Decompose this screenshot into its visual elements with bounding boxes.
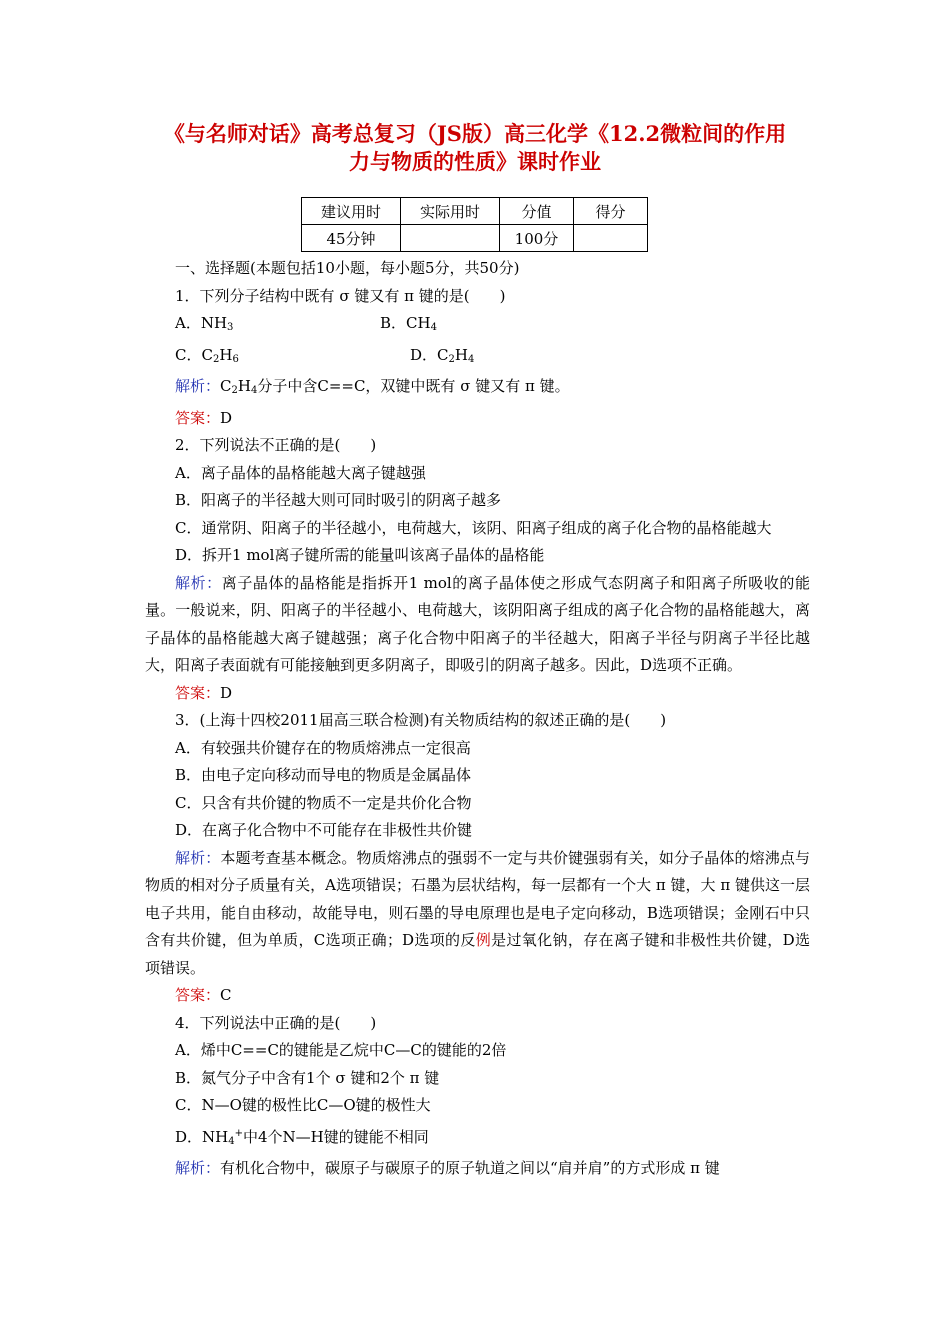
- q1-options-ab: [145, 310, 810, 342]
- q3-stem: 3．(上海十四校2011届高三联合检测)有关物质结构的叙述正确的是( ): [175, 711, 667, 729]
- document-title: [140, 120, 810, 176]
- score-table: [301, 197, 648, 252]
- q2-stem: 2．下列说法不正确的是( ): [175, 436, 377, 454]
- q3-option-a: A．有较强共价键存在的物质熔沸点一定很高: [175, 738, 471, 757]
- value-points: 100分: [500, 225, 574, 252]
- q4-stem: 4．下列说法中正确的是( ): [175, 1013, 377, 1032]
- q2-answer: 答案：D: [175, 683, 233, 702]
- q1-option-c: C．$C_2H_6$: [175, 345, 239, 365]
- q2-option-a: A．离子晶体的晶格能越大离子键越强: [175, 463, 426, 482]
- q4-option-b: B．氮气分子中含有1个 σ 键和2个 π 键: [175, 1068, 440, 1087]
- q1-options-cd: [145, 342, 810, 374]
- explanation-label: 解析：: [175, 573, 222, 592]
- score-table-value-row: [302, 225, 648, 252]
- explanation-label: 解析：: [175, 377, 221, 395]
- value-actual-time: [401, 225, 500, 252]
- value-suggested-time: 45分钟: [302, 225, 401, 252]
- q4-option-c: C．N—O键的极性比C—O键的极性大: [175, 1096, 431, 1114]
- answer-label: 答案：: [175, 408, 221, 427]
- score-table-header-row: [302, 198, 648, 225]
- q1-option-d: D．$C_2H_4$: [410, 345, 475, 365]
- section-heading: 一、选择题(本题包括10小题，每小题5分，共50分): [175, 259, 520, 277]
- q2-option-c: C．通常阴、阳离子的半径越小，电荷越大，该阴、阳离子组成的离子化合物的晶格能越大: [175, 518, 772, 537]
- q2-option-b: B．阳离子的半径越大则可同时吸引的阴离子越多: [175, 491, 502, 509]
- q3-option-b: B．由电子定向移动而导电的物质是金属晶体: [175, 766, 472, 784]
- q3-answer: 答案：C: [175, 986, 232, 1004]
- header-suggested-time: 建议用时: [302, 198, 401, 225]
- q1-stem: 1．下列分子结构中既有 σ 键又有 π 键的是( ): [175, 286, 506, 305]
- answer-label: 答案：: [175, 986, 221, 1004]
- explanation-label: 解析：: [175, 1159, 221, 1177]
- header-points: 分值: [500, 198, 574, 225]
- header-actual-time: 实际用时: [401, 198, 500, 225]
- answer-label: 答案：: [175, 683, 221, 702]
- q4-explanation: 解析：有机化合物中，碳原子与碳原子的原子轨道之间以“肩并肩”的方式形成 π 键: [175, 1159, 720, 1177]
- value-score: [574, 225, 648, 252]
- q3-explanation: 解析：本题考查基本概念。物质熔沸点的强弱不一定与共价键强弱有关，如分子晶体的熔沸点与物质的相对分子质量有关，A选项错误；石墨为层状结构，每一层都有一个大 π 键，大 π 键供这一层电子共用，能自由移动，故能导电，则石墨的导电原理也是电子定向移动，B选项错误；金刚石中只含有共价键，但为单质，C选项正确；D选项的反例是过氧化钠，存在离子键和非极性共价键，D选项错误。: [145, 848, 810, 977]
- document-body: [145, 255, 810, 1183]
- q1-answer: 答案：D: [175, 408, 233, 427]
- q1-option-a: A．$NH_3$: [175, 314, 234, 333]
- q4-option-d: D．$NH_4^+$中4个N—H键的键能不相同: [175, 1127, 429, 1147]
- q2-explanation: 解析：离子晶体的晶格能是指拆开1 mol的离子晶体使之形成气态阴离子和阳离子所吸收的能量。一般说来，阴、阳离子的半径越小、电荷越大，该阴阳离子组成的离子化合物的晶格能越大，离子晶体的晶格能越大离子键越强；离子化合物中阳离子的半径越大，阳离子半径与阴离子半径比越大，阳离子表面就有可能接触到更多阴离子，即吸引的阴离子越多。因此，D选项不正确。: [145, 573, 810, 674]
- title-line-1: 《与名师对话》高考总复习（JS版）高三化学《12.2微粒间的作用: [163, 121, 787, 146]
- header-score: 得分: [574, 198, 648, 225]
- q4-option-a: A．烯中C==C的键能是乙烷中C—C的键能的2倍: [175, 1041, 507, 1059]
- q1-option-b: B．$CH_4$: [380, 314, 437, 333]
- explanation-label: 解析：: [175, 848, 221, 867]
- q3-option-d: D．在离子化合物中不可能存在非极性共价键: [175, 821, 473, 839]
- q1-explanation: 解析：$C_2H_4$分子中含C==C，双键中既有 σ 键又有 π 键。: [175, 377, 570, 396]
- q2-option-d: D．拆开1 mol离子键所需的能量叫该离子晶体的晶格能: [175, 546, 545, 564]
- title-line-2: 力与物质的性质》课时作业: [349, 149, 601, 174]
- q3-option-c: C．只含有共价键的物质不一定是共价化合物: [175, 793, 472, 812]
